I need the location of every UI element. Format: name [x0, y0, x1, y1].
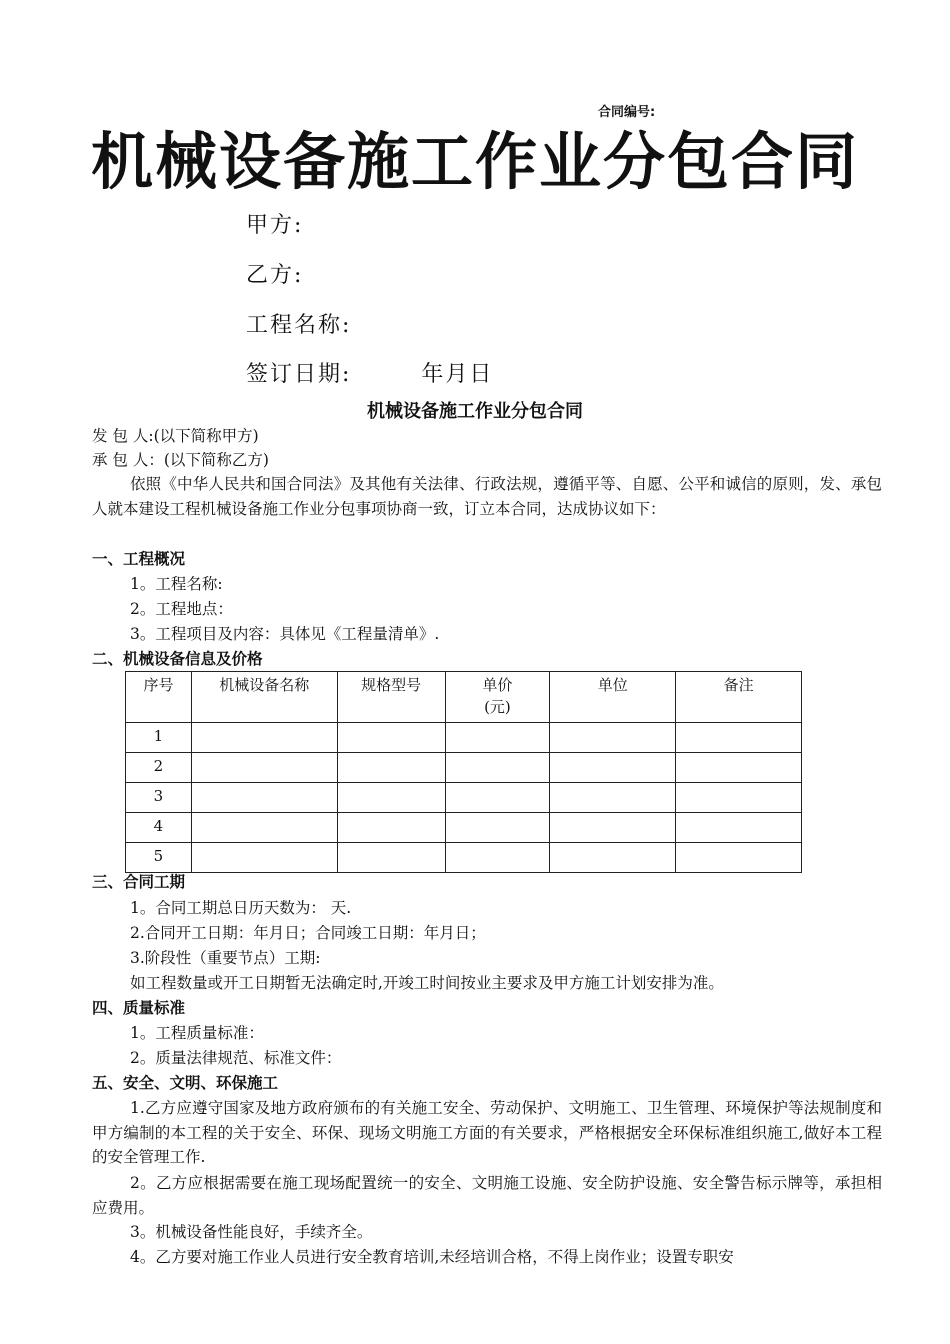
table-cell	[550, 783, 676, 813]
cover-title: 机械设备施工作业分包合同	[90, 125, 859, 198]
table-cell	[550, 813, 676, 843]
table-cell	[191, 843, 337, 873]
table-row	[126, 723, 802, 753]
s3-item: 如工程数量或开工日期暂无法确定时,开竣工时间按业主要求及甲方施工计划安排为准。	[130, 974, 724, 992]
sign-date-value: 年月日	[421, 362, 494, 387]
row-number: 1	[126, 723, 192, 753]
row-number: 3	[126, 783, 192, 813]
s3-item: 2.合同开工日期：年月日；合同竣工日期：年月日；	[130, 924, 486, 942]
row-number: 5	[126, 843, 192, 873]
table-header-row	[126, 672, 802, 723]
table-cell	[445, 783, 550, 813]
table-cell	[337, 753, 445, 783]
project-name-field: 工程名称:	[246, 313, 352, 338]
section-3-heading: 三、合同工期	[92, 873, 186, 891]
sign-date-label: 签订日期:	[246, 362, 352, 387]
table-cell	[676, 843, 802, 873]
s5-paragraph-3: 3。机械设备性能良好，手续齐全。	[130, 1223, 373, 1241]
col-header-equipment: 机械设备名称	[191, 672, 337, 723]
table-cell	[550, 843, 676, 873]
table-cell	[337, 843, 445, 873]
table-row	[126, 753, 802, 783]
s3-item: 1。合同工期总日历天数为： 天.	[130, 899, 352, 917]
table-cell	[445, 753, 550, 783]
employer-line: 发 包 人:(以下简称甲方)	[92, 427, 259, 445]
equipment-table	[125, 671, 802, 873]
s5-paragraph-4: 4。乙方要对施工作业人员进行安全教育培训,未经培训合格，不得上岗作业；设置专职安	[130, 1248, 734, 1266]
table-row	[126, 843, 802, 873]
section-2-heading: 二、机械设备信息及价格	[92, 650, 263, 668]
table-cell	[337, 723, 445, 753]
col-header-price: 单价 (元)	[445, 672, 550, 723]
s4-item: 2。质量法律规范、标准文件：	[130, 1049, 342, 1067]
table-cell	[445, 843, 550, 873]
party-b-field: 乙方:	[246, 263, 304, 288]
col-header-no: 序号	[126, 672, 192, 723]
col-header-unit: 单位	[550, 672, 676, 723]
table-row	[126, 813, 802, 843]
sign-date-field	[246, 357, 493, 388]
table-cell	[191, 783, 337, 813]
table-cell	[676, 783, 802, 813]
section-1-heading: 一、工程概况	[92, 550, 186, 568]
intro-paragraph: 依照《中华人民共和国合同法》及其他有关法律、行政法规，遵循平等、自愿、公平和诚信的原则，发、承包人就本建设工程机械设备施工作业分包事项协商一致，订立本合同，达成协议如下：	[92, 475, 882, 518]
table-cell	[676, 723, 802, 753]
table-cell	[337, 783, 445, 813]
table-cell	[676, 753, 802, 783]
table-cell	[550, 723, 676, 753]
s3-item: 3.阶段性（重要节点）工期:	[130, 949, 321, 967]
s1-item: 1。工程名称:	[130, 575, 223, 593]
col-header-model: 规格型号	[337, 672, 445, 723]
row-number: 2	[126, 753, 192, 783]
section-4-heading: 四、质量标准	[92, 999, 186, 1017]
contract-number-label: 合同编号:	[598, 105, 656, 120]
table-cell	[191, 753, 337, 783]
section-5-heading: 五、安全、文明、环保施工	[92, 1074, 279, 1092]
s1-item: 3。工程项目及内容：具体见《工程量清单》.	[130, 625, 440, 643]
col-header-remark: 备注	[676, 672, 802, 723]
contractor-line: 承 包 人：(以下简称乙方)	[92, 451, 269, 469]
s1-item: 2。工程地点：	[130, 600, 233, 618]
table-cell	[191, 723, 337, 753]
table-cell	[191, 813, 337, 843]
s4-item: 1。工程质量标准：	[130, 1024, 264, 1042]
table-row	[126, 783, 802, 813]
table-cell	[445, 723, 550, 753]
s5-paragraph-1: 1.乙方应遵守国家及地方政府颁布的有关施工安全、劳动保护、文明施工、卫生管理、环境保护等法规制度和甲方编制的本工程的关于安全、环保、现场文明施工方面的有关要求，严格根据安全环保标准组织施工,做好本工程的安全管理工作.	[92, 1099, 882, 1166]
table-cell	[337, 813, 445, 843]
table-cell	[676, 813, 802, 843]
body-title: 机械设备施工作业分包合同	[367, 401, 583, 422]
table-cell	[445, 813, 550, 843]
s5-paragraph-2: 2。乙方应根据需要在施工现场配置统一的安全、文明施工设施、安全防护设施、安全警告标示牌等，承担相应费用。	[92, 1174, 882, 1217]
party-a-field: 甲方:	[246, 213, 304, 238]
row-number: 4	[126, 813, 192, 843]
table-cell	[550, 753, 676, 783]
